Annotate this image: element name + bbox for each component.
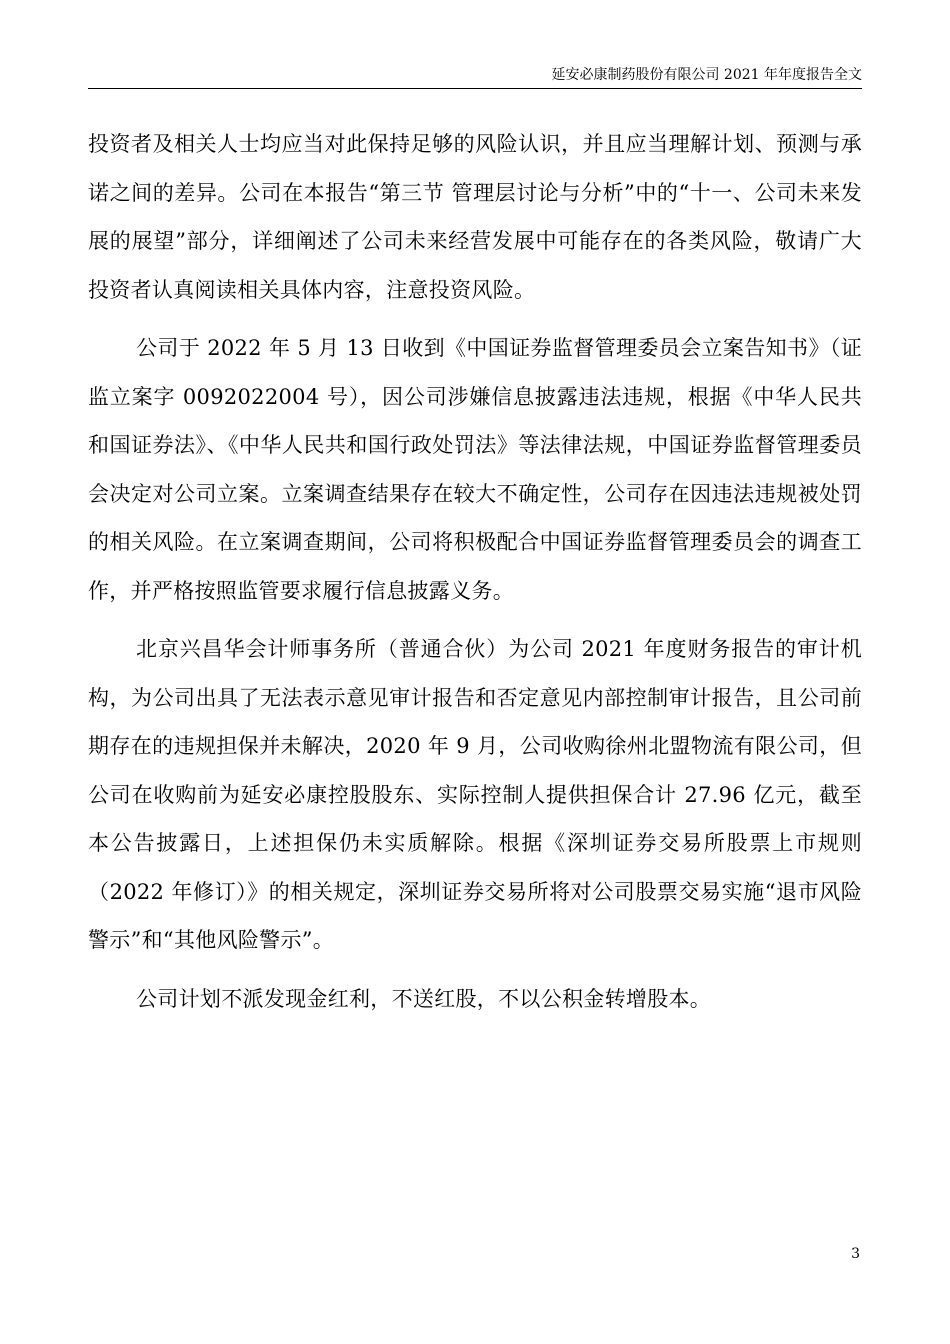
paragraph-dividend-plan: 公司计划不派发现金红利，不送红股，不以公积金转增股本。 bbox=[136, 986, 712, 1011]
paragraph-risk-notice: 投资者及相关人士均应当对此保持足够的风险认识，并且应当理解计划、预测与承诺之间的差异。公司在本报告“第三节 管理层讨论与分析”中的“十一、公司未来发展的展望”部分，详细阐述了公司未来经营发展中可能存在的各类风险，敬请广大投资者认真阅读相关具体内容，注意投资风险。 bbox=[88, 132, 862, 302]
page-number: 3 bbox=[851, 1246, 860, 1262]
paragraph-csrc-investigation: 公司于 2022 年 5 月 13 日收到《中国证券监督管理委员会立案告知书》（证监立案字 0092022004 号），因公司涉嫌信息披露违法违规，根据《中华人民共和国证券法》、《中华人民共和国行政处罚法》等法律法规，中国证券监督管理委员会决定对公司立案。立案调查结果存在较大不确定性，公司存在因违法违规被处罚的相关风险。在立案调查期间，公司将积极配合中国证券监督管理委员会的调查工作，并严格按照监管要求履行信息披露义务。 bbox=[88, 336, 862, 603]
paragraph-audit-opinion: 北京兴昌华会计师事务所（普通合伙）为公司 2021 年度财务报告的审计机构，为公司出具了无法表示意见审计报告和否定意见内部控制审计报告，且公司前期存在的违规担保并未解决，2020 年 9 月，公司收购徐州北盟物流有限公司，但公司在收购前为延安必康控股股东、实际控制人提供担保合计 27.96 亿元，截至本公告披露日，上述担保仍未实质解除。根据《深圳证券交易所股票上市规则（2022 年修订）》的相关规定，深圳证券交易所将对公司股票交易实施“退市风险警示”和“其他风险警示”。 bbox=[88, 637, 862, 952]
page-header bbox=[88, 66, 862, 89]
header-title: 延安必康制药股份有限公司 2021 年年度报告全文 bbox=[551, 67, 862, 83]
document-body bbox=[88, 120, 862, 1033]
